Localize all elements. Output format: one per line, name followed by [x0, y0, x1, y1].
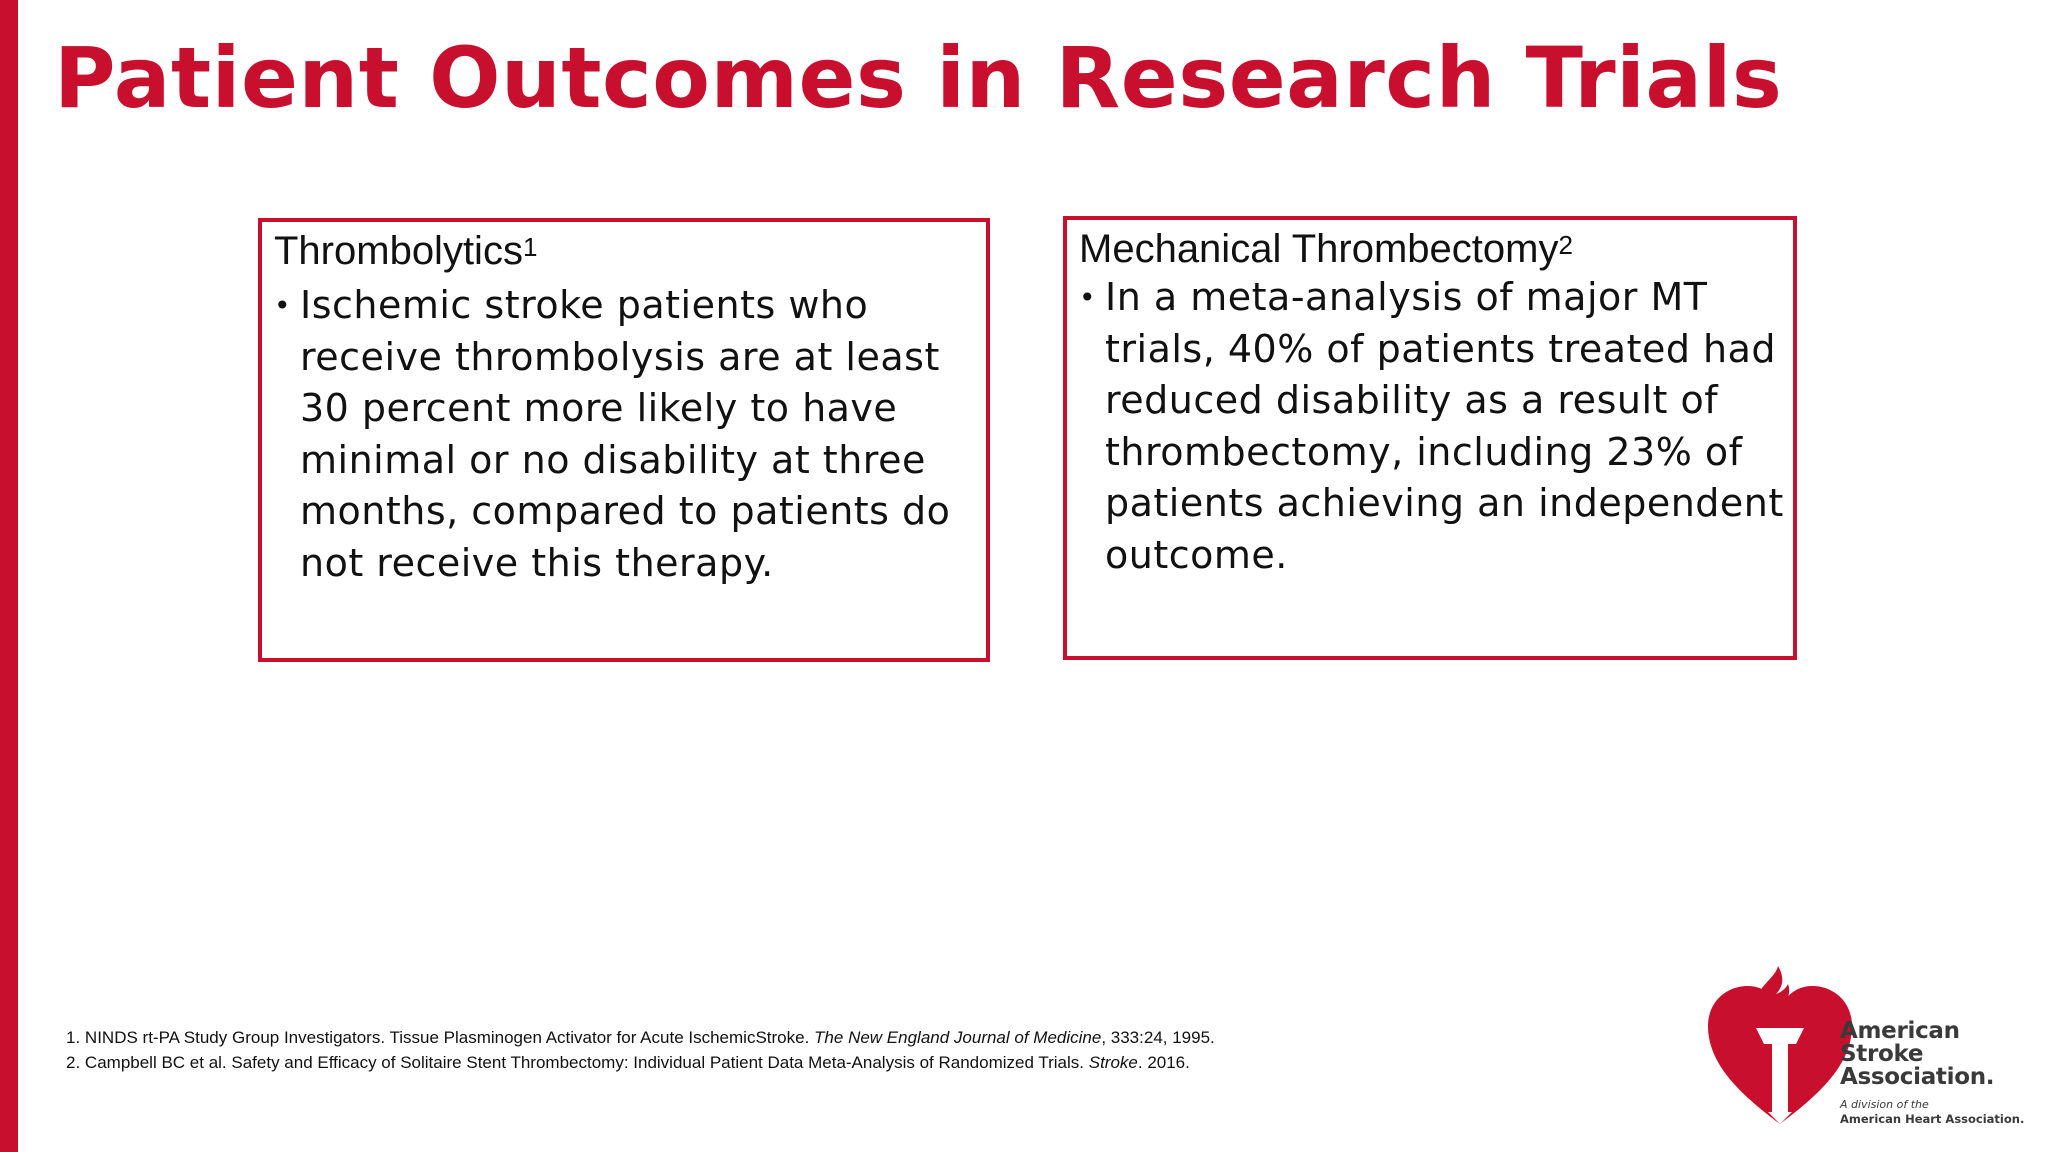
thrombolytics-bullet-text: Ischemic stroke patients who receive thrombolysis are at least 30 percent more likely to have minimal or no disability at three months, compared to patients do not receive this therapy. [300, 283, 951, 585]
heart-torch-icon [1700, 964, 1860, 1134]
footnote-2 [66, 1050, 1215, 1075]
footnote-number: 1. [66, 1028, 81, 1047]
bullet-icon: • [1079, 281, 1096, 314]
thrombolytics-box [258, 218, 990, 662]
logo-org-name: American Stroke Association. [1840, 1018, 1995, 1090]
footnotes [66, 1025, 1215, 1075]
logo-division-line: A division of the [1840, 1098, 1929, 1111]
thrombolytics-bullet [274, 280, 980, 589]
thrombectomy-bullet-text: In a meta-analysis of major MT trials, 40% of patients treated had reduced disability as a result of thrombectomy, including 23% of patients achieving an independent outcome. [1105, 275, 1784, 577]
footnote-1 [66, 1025, 1215, 1050]
footnote-text: Campbell BC et al. Safety and Efficacy of Solitaire Stent Thrombectomy: Individual Patient Data Meta-Analysis of Randomized Trials. [84, 1053, 1084, 1072]
footnote-text: NINDS rt-PA Study Group Investigators. Tissue Plasminogen Activator for Acute IschemicStroke. [84, 1028, 810, 1047]
footnote-journal: The New England Journal of Medicine [814, 1028, 1102, 1047]
logo-text [1840, 1020, 2024, 1127]
footnote-number: 2. [66, 1053, 81, 1072]
accent-bar [0, 0, 18, 1152]
footnote-journal: Stroke [1088, 1053, 1138, 1072]
thrombolytics-ref: 1 [522, 232, 538, 262]
american-stroke-association-logo [1700, 960, 2040, 1140]
thrombectomy-heading-text: Mechanical Thrombectomy [1079, 227, 1559, 271]
thrombolytics-heading-text: Thrombolytics [274, 229, 523, 273]
thrombectomy-bullet [1079, 272, 1791, 581]
thrombectomy-ref: 2 [1558, 230, 1573, 260]
thrombectomy-heading [1079, 222, 1573, 276]
logo-parent-org: American Heart Association. [1840, 1112, 2025, 1126]
footnote-details: , 333:24, 1995. [1101, 1028, 1215, 1047]
thrombolytics-heading [274, 224, 537, 278]
bullet-icon: • [274, 289, 291, 322]
footnote-details: . 2016. [1137, 1053, 1190, 1072]
thrombectomy-box [1063, 216, 1797, 660]
slide-title: Patient Outcomes in Research Trials [54, 29, 1783, 127]
